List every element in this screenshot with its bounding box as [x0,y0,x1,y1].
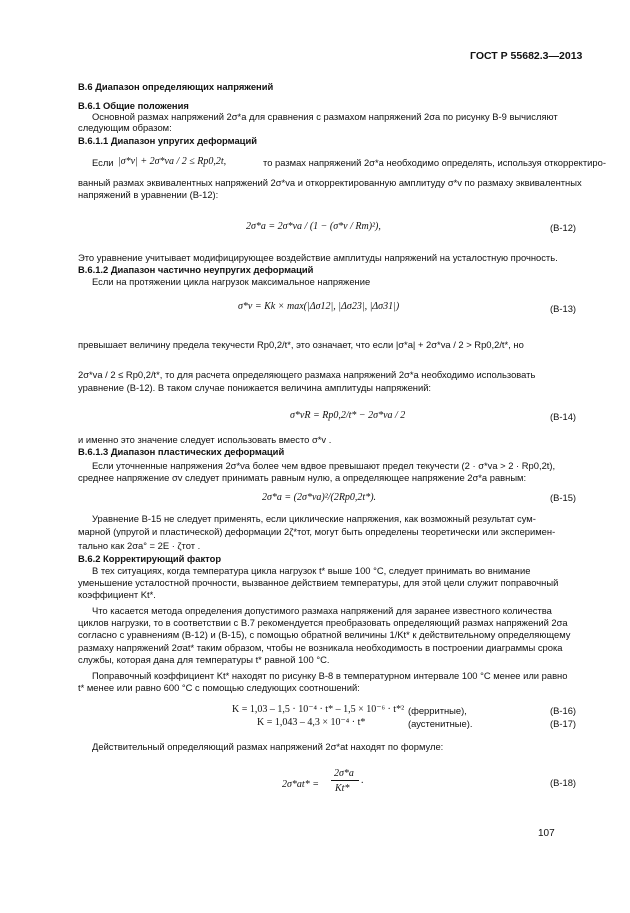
equation-b16: K = 1,03 – 1,5 · 10⁻⁴ · t* – 1,5 × 10⁻⁶ · t*² [232,704,405,715]
equation-b18-denominator: Kt* [335,783,350,794]
equation-note: (аустенитные). [408,718,473,729]
equation-number: (В-12) [550,222,577,233]
equation-note: (ферритные), [408,705,467,716]
paragraph-line: Если на протяжении цикла нагрузок максимальное напряжение [92,276,371,287]
section-b611-title: В.6.1.1 Диапазон упругих деформаций [78,135,257,146]
paragraph-line: 2σ*va / 2 ≤ Rp0,2/t*, то для расчета определяющего размаха напряжений 2σ*а необходимо использовать [78,369,536,380]
equation-b17: K = 1,043 – 4,3 × 10⁻⁴ · t* [257,717,366,728]
section-b613-title: В.6.1.3 Диапазон пластических деформаций [78,446,285,457]
paragraph-line: напряжений в уравнении (В-12): [78,189,219,200]
equation-number: (В-14) [550,411,577,422]
equation-number: (В-13) [550,303,577,314]
paragraph-line: Основной размах напряжений 2σ*а для сравнения с размахом напряжений 2σа по рисунку В-9 вычисляют [92,111,558,122]
paragraph-line: то размах напряжений 2σ*а необходимо определять, используя откорректиро- [263,157,606,168]
page-number: 107 [538,828,555,839]
paragraph-line: Если [92,157,114,168]
paragraph-line: ванный размах эквивалентных напряжений 2σ*va и откорректированную амплитуду σ*v по размаху эквивалентных [78,177,582,188]
paragraph-line: уравнение (В-12). В таком случае понижается величина амплитуды напряжений: [78,382,432,393]
paragraph-line: Поправочный коэффициент Kt* находят по рисунку В-8 в температурном интервале 100 °С менее или равно [92,670,568,681]
paragraph-line: марной (упругой и пластической) деформации 2ζ*тот, могут быть определены теоретически или эксперимен- [78,526,556,537]
paragraph-line: В тех ситуациях, когда температура цикла нагрузок t* выше 100 °С, следует принимать во внимание [92,565,531,576]
paragraph-line: циклов нагрузки, то в соответствии с В.7 рекомендуется преобразовать определяющий размах напряжений 2σa [78,617,568,628]
paragraph-line: тально как 2σa° = 2E · ζтот . [78,540,201,551]
equation-number: (В-17) [550,718,577,729]
equation-number: (В-16) [550,705,577,716]
equation-b13: σ*v = Kk × max(|Δσ12|, |Δσ23|, |Δσ31|) [238,301,400,312]
section-b61-title: В.6.1 Общие положения [78,100,189,111]
standard-header: ГОСТ Р 55682.3—2013 [470,50,583,62]
equation-b12: 2σ*a = 2σ*va / (1 − (σ*v / Rm)²), [246,221,381,232]
section-b612-title: В.6.1.2 Диапазон частично неупругих деформаций [78,264,314,275]
paragraph-line: службы, которая дана для температуры t* равной 100 °С. [78,654,330,665]
paragraph-line: Уравнение В-15 не следует применять, если циклические напряжения, как возможный результат сум- [92,513,536,524]
paragraph-line: коэффициент Kt*. [78,589,156,600]
condition-formula: |σ*v| + 2σ*va / 2 ≤ Rp0,2t, [118,156,227,167]
paragraph-line: Если уточненные напряжения 2σ*va более чем вдвое превышают предел текучести (2 · σ*va > 2 · Rp0,2t), [92,460,556,471]
paragraph-line: среднее напряжение σv следует принимать равным нулю, а определяющее напряжение 2σ*а равным: [78,472,527,483]
paragraph-line: Что касается метода определения допустимого размаха напряжений для заранее известного количества [92,605,552,616]
equation-period: . [361,775,364,786]
paragraph-line: t* менее или равно 600 °С с помощью следующих соотношений: [78,682,360,693]
paragraph-line: и именно это значение следует использовать вместо σ*v . [78,434,332,445]
equation-b18-numerator: 2σ*a [334,768,354,779]
paragraph-line: следующим образом: [78,122,172,133]
section-b62-title: В.6.2 Корректирующий фактор [78,553,222,564]
section-b6-title: В.6 Диапазон определяющих напряжений [78,81,274,92]
paragraph-line: уменьшение усталостной прочности, вызванное действием температуры, для этой цели служит поправочный [78,577,559,588]
equation-b14: σ*vR = Rp0,2/t* − 2σ*va / 2 [290,410,406,421]
paragraph-line: размаху напряжений 2σat* таким образом, чтобы не возникала необходимость в построении диаграммы срока [78,642,563,653]
paragraph-line: Это уравнение учитывает модифицирующее воздействие амплитуды напряжений на усталостную прочность. [78,252,558,263]
fraction-bar [331,780,359,781]
equation-number: (В-15) [550,492,577,503]
paragraph-line: превышает величину предела текучести Rp0,2/t*, это означает, что если |σ*a| + 2σ*va / 2 > Rp0,2/t*, но [78,339,524,350]
equation-number: (В-18) [550,777,577,788]
paragraph-line: Действительный определяющий размах напряжений 2σ*at находят по формуле: [92,741,444,752]
equation-b18-lhs: 2σ*at* = [282,779,319,790]
equation-b15: 2σ*a = (2σ*va)²/(2Rp0,2t*). [262,492,377,503]
paragraph-line: согласно с уравнениям (В-12) и (В-15), с помощью обратной величины 1/Kt* к действительному определяющему [78,629,571,640]
